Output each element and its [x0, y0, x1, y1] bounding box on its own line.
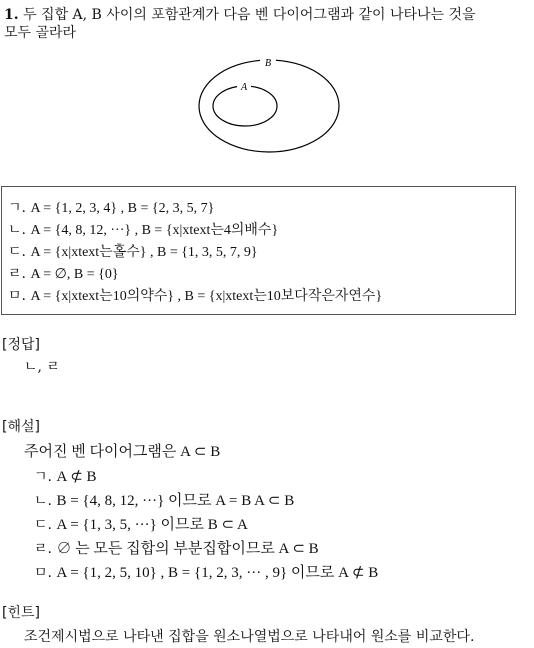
explanation-text: A = {1, 3, 5, ···} 이므로 B ⊂ A	[56, 517, 248, 533]
choice-3[interactable]	[8, 243, 258, 262]
hint-label: [힌트]	[2, 605, 40, 621]
set-a-label: A	[240, 82, 248, 93]
explanation-item-2	[34, 492, 294, 510]
choice-marker: ㅁ.	[8, 288, 26, 304]
explanation-marker: ㅁ.	[34, 565, 52, 581]
explanation-item-3	[34, 516, 248, 534]
question-text: 두 집합 A, B 사이의 포함관계가 다음 벤 다이어그램과 같이 나타나는 것을	[23, 7, 476, 23]
choice-marker: ㄱ.	[8, 200, 26, 216]
hint-text: 조건제시법으로 나타낸 집합을 원소나열법으로 나타내어 원소를 비교한다.	[24, 629, 475, 645]
choice-marker: ㄷ.	[8, 244, 26, 260]
answer-text: ㄴ, ㄹ	[24, 359, 60, 375]
explanation-marker: ㄷ.	[34, 517, 52, 533]
choice-5[interactable]	[8, 287, 382, 306]
choice-2[interactable]	[8, 221, 278, 240]
choice-text: A = {4, 8, 12, ···} , B = {x|xtext는4의배수}	[30, 223, 279, 238]
set-b-label: B	[264, 58, 272, 69]
question-line-2: 모두 골라라	[4, 25, 77, 41]
explanation-marker: ㄱ.	[34, 469, 52, 485]
set-b-ellipse	[199, 60, 339, 152]
explanation-item-5	[34, 564, 378, 582]
explanation-item-1	[34, 468, 97, 486]
question-number: 1.	[4, 7, 19, 23]
explanation-intro	[24, 443, 220, 461]
choice-text: A = {1, 2, 3, 4} , B = {2, 3, 5, 7}	[30, 201, 215, 216]
choice-marker: ㄹ.	[8, 266, 26, 282]
explanation-item-4	[34, 540, 319, 558]
question-line-1	[4, 6, 476, 24]
venn-diagram	[196, 56, 342, 156]
choice-1[interactable]	[8, 199, 214, 218]
choice-4[interactable]	[8, 265, 119, 284]
explanation-marker: ㄹ.	[34, 541, 52, 557]
explanation-text: A = {1, 2, 5, 10} , B = {1, 2, 3, ··· , 9} 이므로 A ⊄ B	[56, 565, 379, 581]
explanation-intro-text: 주어진 벤 다이어그램은 A ⊂ B	[24, 444, 221, 460]
explanation-text: ∅ 는 모든 집합의 부분집합이므로 A ⊂ B	[56, 541, 319, 557]
answer-label: [정답]	[2, 337, 40, 353]
explanation-text: B = {4, 8, 12, ···} 이므로 A = B A ⊂ B	[56, 493, 295, 509]
choice-text: A = {x|xtext는10의약수} , B = {x|xtext는10보다작은자연수}	[30, 289, 383, 304]
choices-box	[1, 186, 516, 315]
choice-text: A = ∅, B = {0}	[30, 267, 119, 282]
choice-marker: ㄴ.	[8, 222, 26, 238]
explanation-marker: ㄴ.	[34, 493, 52, 509]
choice-text: A = {x|xtext는홀수} , B = {1, 3, 5, 7, 9}	[30, 245, 258, 260]
explanation-text: A ⊄ B	[56, 469, 97, 485]
explanation-label: [해설]	[2, 419, 40, 435]
